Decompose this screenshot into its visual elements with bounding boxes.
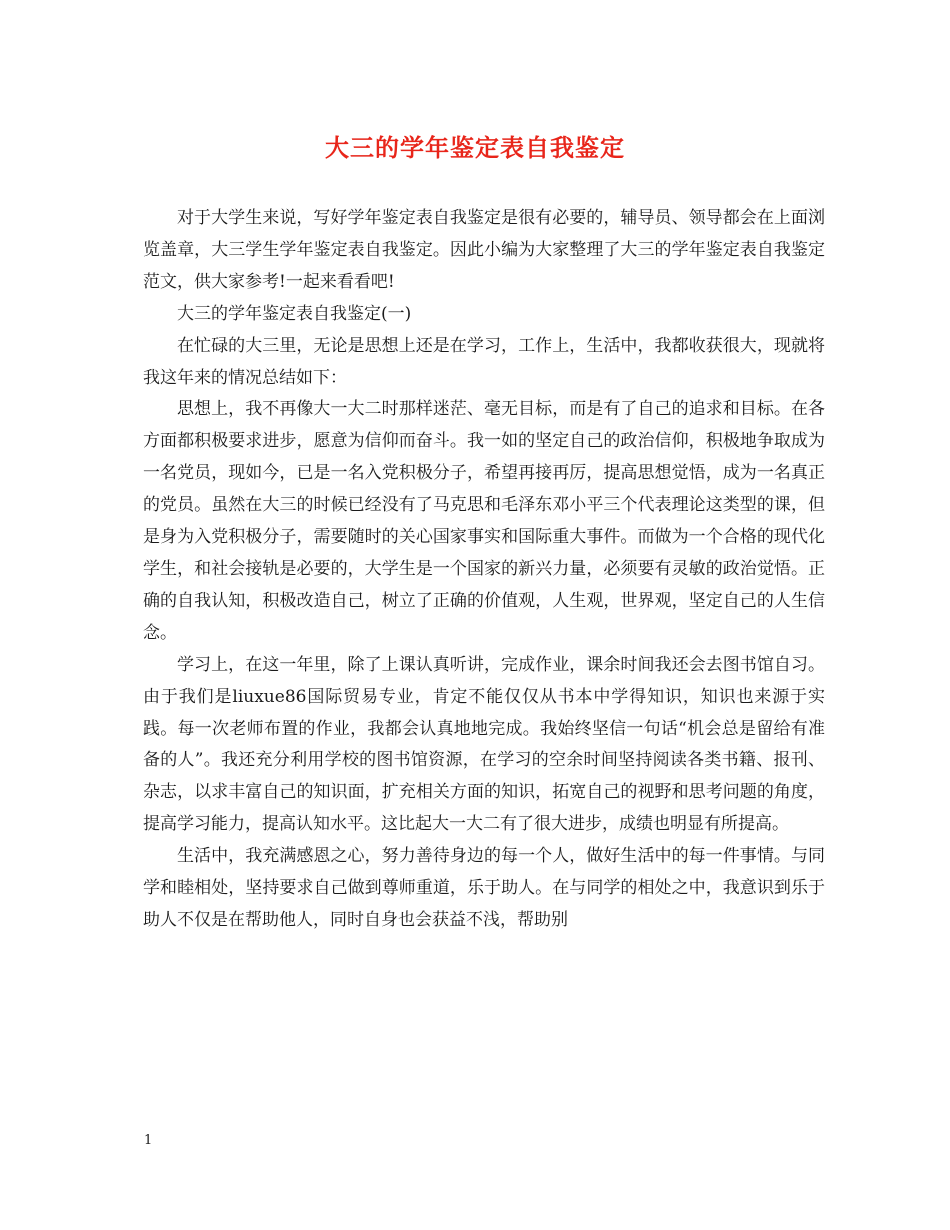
paragraph-life: 生活中，我充满感恩之心，努力善待身边的每一个人，做好生活中的每一件事情。与同学和睦相处，坚持要求自己做到尊师重道，乐于助人。在与同学的相处之中，我意识到乐于助人不仅是在帮助他人，同时自身也会获益不浅，帮助别 <box>143 846 825 930</box>
paragraph-study: 学习上，在这一年里，除了上课认真听讲，完成作业，课余时间我还会去图书馆自习。由于我们是liuxue86国际贸易专业，肯定不能仅仅从书本中学得知识，知识也来源于实践。每一次老师布置的作业，我都会认真地地完成。我始终坚信一句话“机会总是留给有准备的人”。我还充分利用学校的图书馆资源，在学习的空余时间坚持阅读各类书籍、报刊、杂志，以求丰富自己的知识面，扩充相关方面的知识，拓宽自己的视野和思考问题的角度，提高学习能力，提高认知水平。这比起大一大二有了很大进步，成绩也明显有所提高。 <box>143 654 825 835</box>
paragraph-intro: 对于大学生来说，写好学年鉴定表自我鉴定是很有必要的，辅导员、领导都会在上面浏览盖章，大三学生学年鉴定表自我鉴定。因此小编为大家整理了大三的学年鉴定表自我鉴定范文，供大家参考!一起来看看吧! <box>143 208 825 292</box>
document-title: 大三的学年鉴定表自我鉴定 <box>325 134 625 162</box>
paragraph-summary: 在忙碌的大三里，无论是思想上还是在学习，工作上，生活中，我都收获很大，现就将我这年来的情况总结如下： <box>143 335 825 388</box>
paragraph-thought: 思想上，我不再像大一大二时那样迷茫、毫无目标，而是有了自己的追求和目标。在各方面都积极要求进步，愿意为信仰而奋斗。我一如的坚定自己的政治信仰，积极地争取成为一名党员，现如今，已是一名入党积极分子，希望再接再厉，提高思想觉悟，成为一名真正的党员。虽然在大三的时候已经没有了马克思和毛泽东邓小平三个代表理论这类型的课，但是身为入党积极分子，需要随时的关心国家事实和国际重大事件。而做为一个合格的现代化学生，和社会接轨是必要的，大学生是一个国家的新兴力量，必须要有灵敏的政治觉悟。正确的自我认知，积极改造自己，树立了正确的价值观，人生观，世界观，坚定自己的人生信念。 <box>143 399 825 643</box>
page-number: 1 <box>144 1133 153 1148</box>
section-heading: 大三的学年鉴定表自我鉴定(一) <box>177 303 412 324</box>
document-body <box>143 203 825 937</box>
